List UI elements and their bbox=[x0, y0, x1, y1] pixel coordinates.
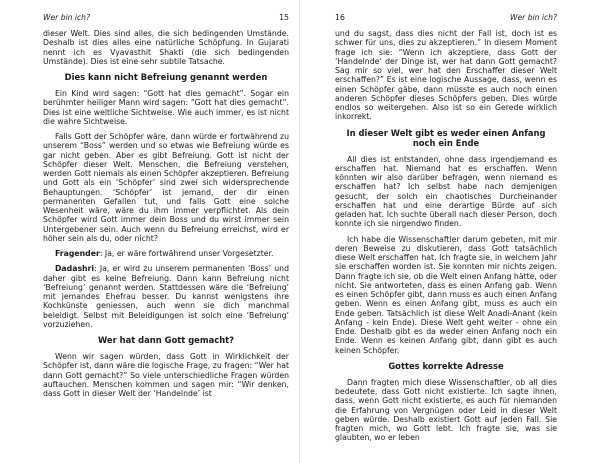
right-page-number: 16 bbox=[335, 13, 345, 22]
right-running-header bbox=[335, 0, 557, 22]
dialogue-answer bbox=[43, 264, 289, 329]
left-header-title: Wer bin ich? bbox=[43, 13, 91, 22]
paragraph: dieser Welt. Dies sind alles, die sich bedingenden Umstände. Deshalb ist dies alles eine natürliche Schöpfung. In Gujarati nennt ich es Vyavasthit Shakti (die sich bedingenden Umstände). Dies ist eine sehr subtile Tatsache. bbox=[43, 29, 289, 66]
right-page bbox=[300, 0, 600, 463]
section-heading: Gottes korrekte Adresse bbox=[388, 360, 504, 371]
paragraph: und du sagst, dass dies nicht der Fall ist, doch ist es schwer für uns, dies zu akzeptieren.” In diesem Moment frage ich sie: “Wenn ich akzeptiere, dass Gott der ‘Handelnde’ der Dinge ist, wer hat dann Gott gemacht? Sag mir so viel, wer hat den Erschaffer dieser Welt erschaffen?” Es ist eine logische Aussage, dass, wenn es einen Schöpfer gäbe, dann müsste es auch noch einen anderen Schöpfer dieses Schöpfers geben. Dies würde endlos so weitergehen. Also ist so ein Gerede wirklich inkorrekt. bbox=[335, 29, 557, 122]
paragraph: Ein Kind wird sagen: “Gott hat dies gemacht”. Sogar ein berühmter heiliger Mann wird sagen: “Gott hat dies gemacht”. Dies ist eine weltliche Sichtweise. Wie auch immer, es ist nicht die wahre Sichtweise. bbox=[43, 89, 289, 126]
paragraph: Dann fragten mich diese Wissenschaftler, ob all dies bedeutete, dass Gott nicht existierte. Ich sagte ihnen, dass, wenn Gott nicht existierte, es auch für niemanden die Erfahrung von Vergnügen oder Leid in dieser Welt geben würde. Deshalb existiert Gott auf jeden Fall. Sie fragten mich, wo Gott lebt. Ich fragte sie, was sie glaubten, wo er leben bbox=[335, 377, 557, 443]
paragraph: All dies ist entstanden, ohne dass irgendjemand es erschaffen hat. Niemand hat es erschaffen. Wenn könnten wir also darüber befragen, wenn niemand es erschaffen hat? Ich selbst habe nach demjenigen gesucht, der solch ein chaotisches Durcheinander erschaffen hat und eine derartige Bürde auf sich geladen hat. Ich suchte überall nach dieser Person, doch konnte ich sie nirgendwo finden. bbox=[335, 154, 557, 229]
right-page-body bbox=[335, 29, 557, 443]
paragraph: Ich habe die Wissenschaftler darum gebeten, mit mir deren Beweise zu diskutieren, dass Gott tatsächlich diese Welt erschaffen hat. Ich fragte sie, in welchem Jahr sie erschaffen worden ist. Sie konnten mir nichts zeigen. Dann fragte ich sie, ob die Welt einen Anfang hätte, oder nicht. Sie antworteten, dass es einen Anfang gab. Wenn es einen Schöpfer gibt, dann muss es auch einen Anfang geben. Wenn es einen Anfang gibt, muss es auch ein Ende geben. Tatsächlich ist diese Welt Anadi-Anant (kein Anfang - kein Ende). Diese Welt geht weiter - ohne ein Ende. Deshalb gibt es da weder einen Anfang noch ein Ende. Wenn es keinen Anfang gibt, dann gibt es auch keinen Schöpfer. bbox=[335, 234, 557, 355]
paragraph: Falls Gott der Schöpfer wäre, dann würde er fortwährend zu unserem “Boss” werden und so etwas wie Befreiung würde es gar nicht geben. Aber es gibt Befreiung. Gott ist nicht der Schöpfer dieser Welt. Menschen, die Befreiung verstehen, werden Gott niemals als einen Schöpfer akzeptieren. Befreiung und Gott als ein ‘Schöpfer’ sind zwei sich widersprechende Behauptungen. ‘Schöpfer’ ist jemand, der dir einen permanenten Gefallen tut, und falls Gott eine solche Wesenheit wäre, wäre du ihm immer verpflichtet. Als dein Schöpfer wird Gott immer dein Boss und du wirst immer sein Untergebener sein. Auch wenn du Befreiung erreichst, wird er höher sein als du, oder nicht? bbox=[43, 132, 289, 243]
dialogue-text: : Ja, er wäre fortwährend unser Vorgesetzter. bbox=[99, 249, 274, 258]
speaker-label: Fragender bbox=[55, 249, 100, 258]
paragraph: Wenn wir sagen würden, dass Gott in Wirklichkeit der Schöpfer ist, dann wäre die logische Frage, zu fragen: “Wer hat dann Gott gemacht?” So viele unterschiedliche Fragen würden auftauchen. Menschen kommen und sagen mir: “Wir denken, dass Gott in dieser Welt der ‘Handelnde’ ist bbox=[43, 352, 289, 398]
left-page-body bbox=[43, 29, 289, 398]
dialogue-text: : Ja, er wird zu unserem permanenten ‘Boss’ und daher gibt es keine Befreiung. Dann kann Befreiung nicht ‘Befreiung’ genannt werden. Stattdessen wäre die ‘Befreiung’ mit jemandes Ehefrau besser. Du kannst wenigstens ihre Kochkünste geniessen, auch wenn sie dich manchmal beleidigt. Selbst mit Beleidigungen ist solch eine ‘Befreiung’ vorzuziehen. bbox=[43, 264, 289, 329]
left-running-header bbox=[43, 0, 289, 22]
dialogue-question bbox=[43, 249, 289, 258]
speaker-label: Dadashri bbox=[55, 264, 95, 274]
section-heading: Dies kann nicht Befreiung genannt werden bbox=[64, 72, 268, 82]
section-heading: In dieser Welt gibt es weder einen Anfang noch ein Ende bbox=[346, 127, 546, 148]
section-heading: Wer hat dann Gott gemacht? bbox=[97, 335, 235, 345]
left-page-number: 15 bbox=[279, 13, 289, 22]
right-header-title: Wer bin ich? bbox=[509, 13, 557, 22]
